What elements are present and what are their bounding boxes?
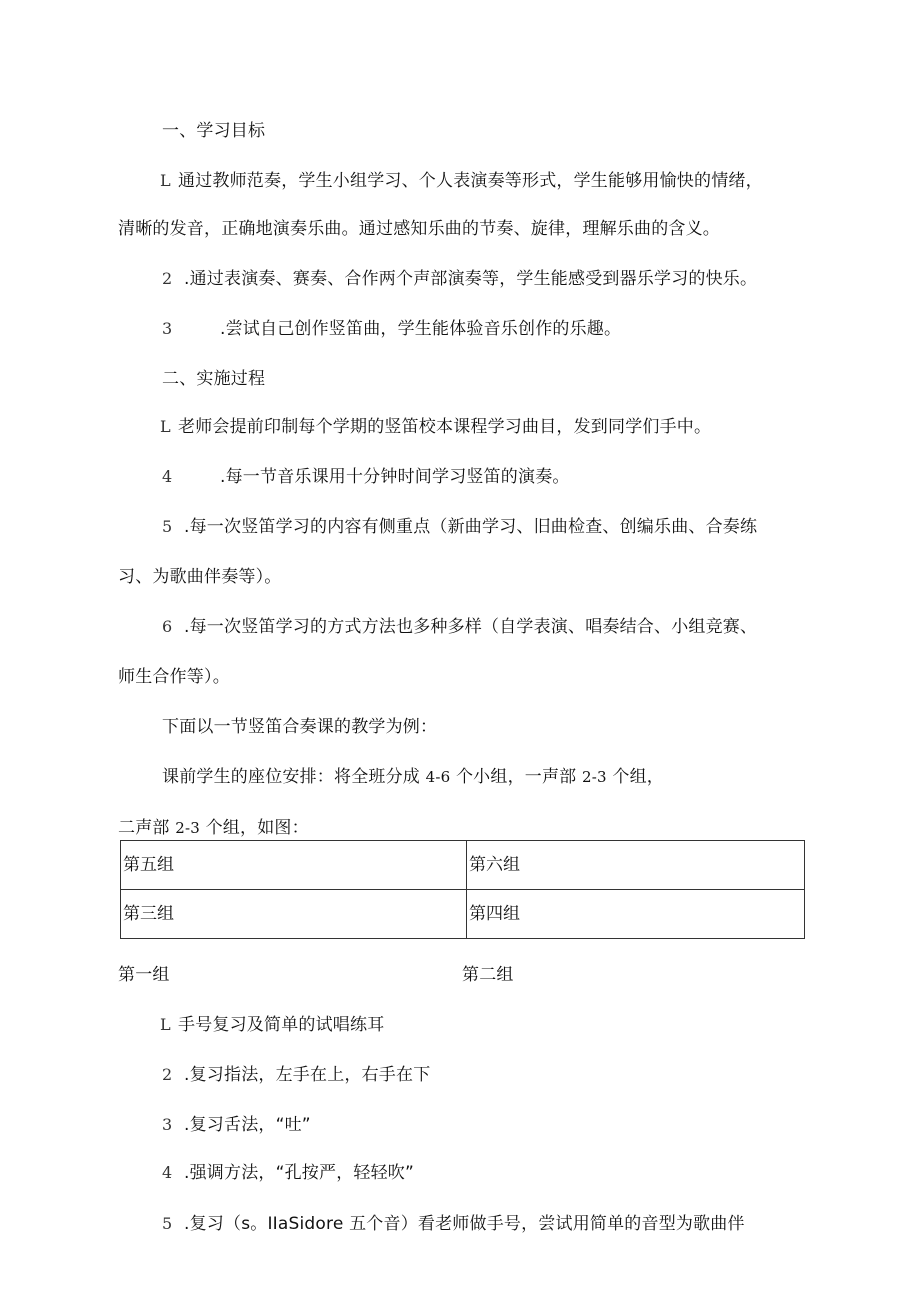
step-5 [162,1213,745,1235]
step-2-marker: 2 [162,1065,173,1084]
process-4-marker: 4 [162,467,173,486]
process-5-line-1 [162,516,757,538]
process-6-line-2: 师生合作等）。 [118,667,230,687]
goal-1-text: 通过教师范奏，学生小组学习、个人表演奏等形式，学生能够用愉快的情绪， [178,171,763,191]
seating-line-2-c: 个组，如图： [205,818,309,838]
step-4-marker: 4 [162,1163,173,1182]
goal-1-marker: L [160,171,171,190]
process-1 [160,416,711,438]
step-3-marker: 3 [162,1115,173,1134]
process-6-line-1 [162,616,757,638]
step-4 [162,1162,414,1184]
goal-1-line-2: 清晰的发音，正确地演奏乐曲。通过感知乐曲的节奏、旋律，理解乐曲的含义。 [118,219,720,239]
group-2-label: 第二组 [462,965,514,985]
table-row [121,841,805,890]
step-1 [160,1014,384,1036]
seating-line-1-c: 个小组，一声部 [455,767,577,787]
table-cell: 第三组 [121,890,467,939]
goals-heading: 一、学习目标 [162,121,266,141]
step-1-marker: L [160,1015,171,1034]
step-5-text-a: .复习（s。IIaSidore [184,1214,344,1234]
seating-line-1-range-2: 2-3 [582,768,607,786]
group-1-label: 第一组 [118,965,170,985]
step-2 [162,1064,430,1086]
process-6-text: .每一次竖笛学习的方式方法也多种多样（自学表演、唱奏结合、小组竞赛、 [184,617,758,637]
seating-line-1-e: 个组， [612,767,664,787]
seating-table [120,840,805,939]
goal-1-line-1 [160,170,763,192]
process-4-text: .每一节音乐课用十分钟时间学习竖笛的演奏。 [220,467,570,487]
process-1-marker: L [160,417,171,436]
process-4 [162,466,570,488]
goal-3-text: .尝试自己创作竖笛曲，学生能体验音乐创作的乐趣。 [220,319,622,339]
goal-2 [162,268,757,290]
step-5-text-b: 五个音）看老师做手号，尝试用简单的音型为歌曲伴 [349,1214,745,1234]
seating-line-1-a: 课前学生的座位安排：将全班分成 [162,767,420,787]
example-intro: 下面以一节竖笛合奏课的教学为例： [162,717,438,737]
step-1-text: 手号复习及简单的试唱练耳 [178,1015,385,1035]
goal-2-marker: 2 [162,269,173,288]
step-4-text: .强调方法，“孔按严，轻轻吹” [184,1163,415,1183]
seating-line-1-range: 4-6 [425,768,451,786]
process-5-text: .每一次竖笛学习的内容有侧重点（新曲学习、旧曲检查、创编乐曲、合奏练 [184,517,758,537]
table-cell: 第四组 [467,890,805,939]
seating-line-1 [162,766,664,788]
table-row [121,890,805,939]
goal-2-text: .通过表演奏、赛奏、合作两个声部演奏等，学生能感受到器乐学习的快乐。 [184,269,758,289]
step-3 [162,1114,311,1136]
process-5-marker: 5 [162,517,173,536]
step-2-text: .复习指法，左手在上，右手在下 [184,1065,431,1085]
seating-line-2-a: 二声部 [118,818,170,838]
process-6-marker: 6 [162,617,173,636]
goal-3 [162,318,621,340]
step-5-marker: 5 [162,1214,173,1233]
table-cell: 第六组 [467,841,805,890]
process-heading: 二、实施过程 [162,369,266,389]
table-cell: 第五组 [121,841,467,890]
goal-3-marker: 3 [162,319,173,338]
process-1-text: 老师会提前印制每个学期的竖笛校本课程学习曲目，发到同学们手中。 [178,417,712,437]
process-5-line-2: 习、为歌曲伴奏等）。 [118,567,282,587]
step-3-text: .复习舌法，“吐” [184,1115,311,1135]
seating-line-2 [118,817,309,839]
seating-line-2-range: 2-3 [175,819,200,837]
